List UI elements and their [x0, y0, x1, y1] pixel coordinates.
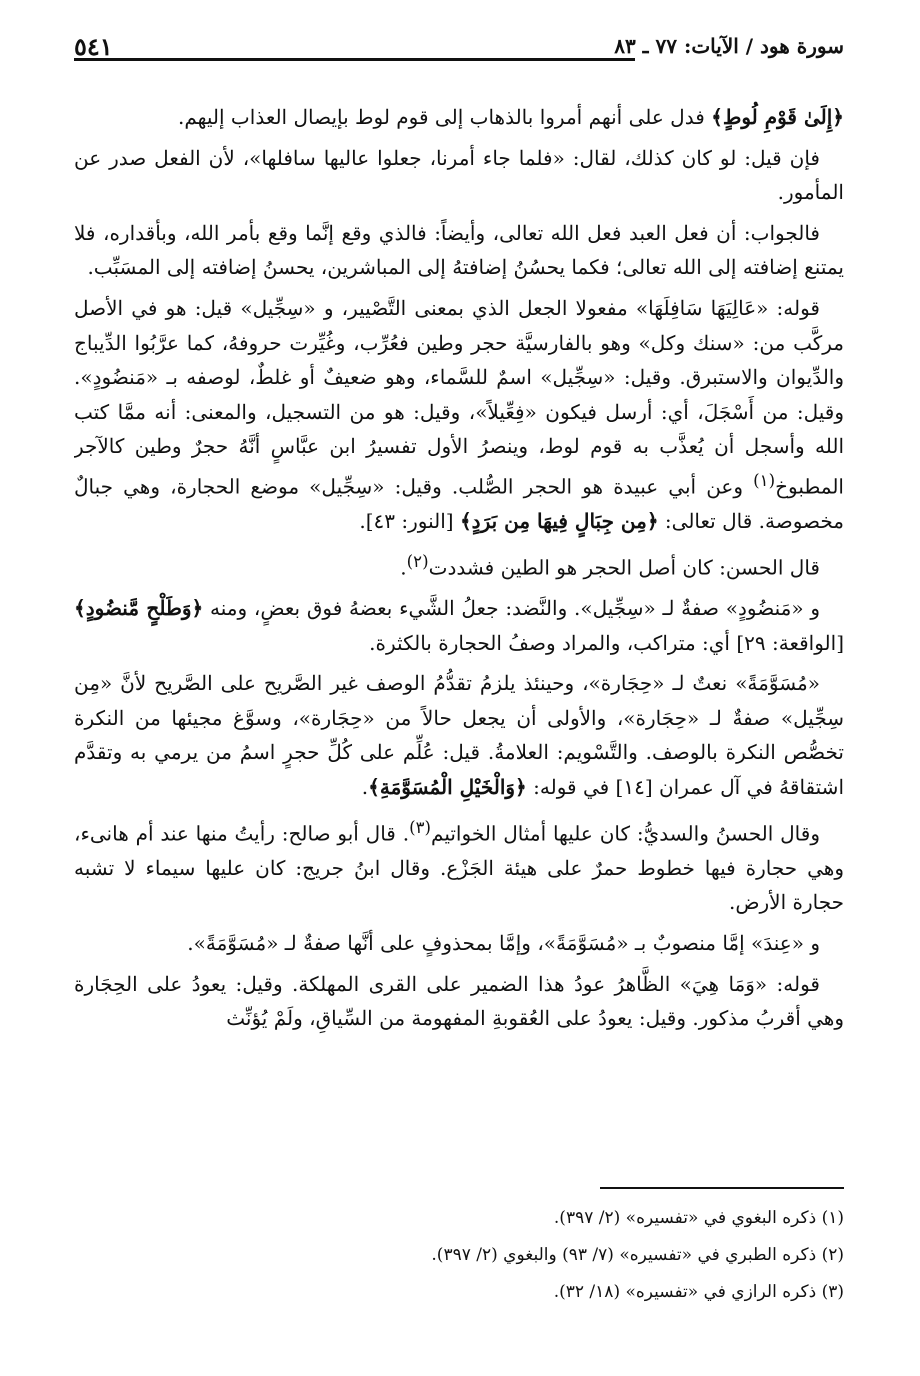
paragraph-text: وقال الحسنُ والسديُّ: كان عليها أمثال الخواتيم: [431, 821, 820, 846]
paragraph-text: فإن قيل: لو كان كذلك، لقال: «فلما جاء أمرنا، جعلوا عاليها سافلها»، لأن الفعل صدر عن المأمور.: [74, 145, 844, 205]
footnote-reference: (١): [753, 470, 776, 490]
paragraph-text: فدل على أنهم أمروا بالذهاب إلى قوم لوط بإيصال العذاب إليهم.: [178, 105, 712, 129]
header-rule: [74, 58, 635, 61]
paragraph: [74, 666, 844, 804]
page-header: [74, 30, 844, 70]
paragraph: [74, 291, 844, 539]
footnote: (١) ذكره البغوي في «تفسيره» (٢/ ٣٩٧).: [553, 1208, 844, 1228]
paragraph-text: فالجواب: أن فعل العبد فعل الله تعالى، وأيضاً: فالذي وقع إنَّما وقع بأمر الله، وبأقداره، فلا يمتنع إضافته إلى الله تعالى؛ فكما يحسُنُ إضافتهُ إلى المباشرين، يحسنُ إضافته إلى المسَبِّب.: [74, 220, 844, 280]
paragraph: [74, 967, 844, 1036]
footnote-reference: (٢): [406, 551, 429, 571]
paragraph: [74, 545, 844, 585]
paragraph: [74, 591, 844, 660]
paragraph-text: [النور: ٤٣].: [359, 509, 460, 534]
footnotes: [74, 1200, 844, 1311]
paragraph: [74, 926, 844, 961]
paragraph-text: «مُسَوَّمَةً» نعتٌ لـ «حِجَارة»، وحينئذ يلزمُ تقدُّمُ الوصف غير الصَّريح على الصَّريح لأنَّ «مِن سِجِّيل» صفةٌ لـ «حِجَارة»، والأولى أن يجعل حالاً من «حِجَارة»، وسوَّغ مجيئها من النكرة تخصُّص النكرة بالوصف. والتَّسْويم: العلامةُ. قيل: عُلِّم على كُلِّ حجرٍ اسمُ من يرمي به وتقدَّم اشتقاقهُ في آل عمران [١٤] في قوله:: [74, 671, 844, 799]
footnote: (٢) ذكره الطبري في «تفسيره» (٧/ ٩٣) والبغوي (٢/ ٣٩٧).: [431, 1245, 844, 1265]
paragraph-text: قوله: «عَالِيَهَا سَافِلَهَا» مفعولا الجعل الذي بمعنى التَّصْيير، و «سِجِّيل» قيل: هو في الأصل مركَّب من: «سنك وكل» وهو بالفارسيَّة حجر وطين فعُرِّب، وغُيِّرت حروفهُ، كما عرَّبُوا الدِّيباج والدِّيوان والاستبرق. وقيل: «سِجِّيل» اسمٌ للسَّماء، وهو ضعيفٌ أو غلطٌ، لوصفه بـ «مَنضُودٍ». وقيل: من أَسْجَلَ، أي: أرسل فيكون «فِعِّيلاً»، وقيل: هو من التسجيل، والمعنى: أنه ممَّا كتب الله وأسجل أن يُعذَّب به قوم لوط، وينصرُ الأول تفسيرُ ابن عبَّاسٍ أنَّهُ حجرٌ وطين كالآجر المطبوخ: [74, 295, 844, 499]
paragraph-text: و «مَنضُودٍ» صفةٌ لـ «سِجِّيل». والنَّضد: جعلُ الشَّيء بعضهُ فوق بعضٍ، ومنه: [203, 596, 820, 621]
paragraph: [74, 100, 844, 135]
paragraph: [74, 811, 844, 920]
paragraph-text: . قال أبو صالح: رأيتُ منها عند أم هانىء، وهي حجارة فيها خطوط حمرٌ على هيئة الجَزْع. وقال ابنُ جريج: كان عليها سيماء لا تشبه حجارة الأرض.: [74, 821, 844, 915]
paragraph-text: وعن أبي عبيدة هو الحجر الصُّلب. وقيل: «سِجِّيل» موضع الحجارة، وهي جبالٌ مخصوصة. قال تعالى:: [74, 474, 844, 534]
quran-quote: ﴿إِلَىٰ قَوْمِ لُوطٍ﴾: [711, 105, 844, 129]
paragraph-text: [الواقعة: ٢٩] أي: متراكب، والمراد وصفُ الحجارة بالكثرة.: [369, 630, 844, 655]
paragraph: [74, 141, 844, 210]
paragraph-text: و «عِندَ» إمَّا منصوبٌ بـ «مُسَوَّمَةً»، وإمَّا بمحذوفٍ على أنَّها صفةٌ لـ «مُسَوَّمَةً».: [187, 931, 820, 956]
body-text: [74, 100, 844, 1210]
paragraph-text: قوله: «وَمَا هِيَ» الظَّاهرُ عودُ هذا الضمير على القرى المهلكة. وقيل: يعودُ على الحِجَارة وهي أقربُ مذكور. وقيل: يعودُ على العُقوبةِ المفهومة من السِّياقِ، ولَمْ يُؤنِّث: [74, 971, 844, 1031]
quran-quote: ﴿مِن جِبَالٍ فِيهَا مِن بَرَدٍ﴾: [459, 509, 659, 534]
page-number: ٥٤١: [74, 32, 113, 61]
paragraph-text: قال الحسن: كان أصل الحجر هو الطين فشددت: [428, 555, 820, 580]
quran-quote: ﴿وَطَلْحٍ مَّنضُودٍ﴾: [74, 596, 204, 621]
paragraph-text: .: [400, 555, 407, 580]
quran-quote: ﴿وَالْخَيْلِ الْمُسَوَّمَةِ﴾: [368, 775, 527, 799]
page-header-title: سورة هود / الآيات: ٧٧ ـ ٨٣: [614, 34, 844, 58]
paragraph-text: .: [361, 775, 369, 799]
footnote: (٣) ذكره الرازي في «تفسيره» (١٨/ ٣٢).: [553, 1282, 844, 1302]
paragraph: [74, 216, 844, 285]
footnote-separator: [600, 1187, 844, 1189]
footnote-reference: (٣): [409, 817, 432, 837]
